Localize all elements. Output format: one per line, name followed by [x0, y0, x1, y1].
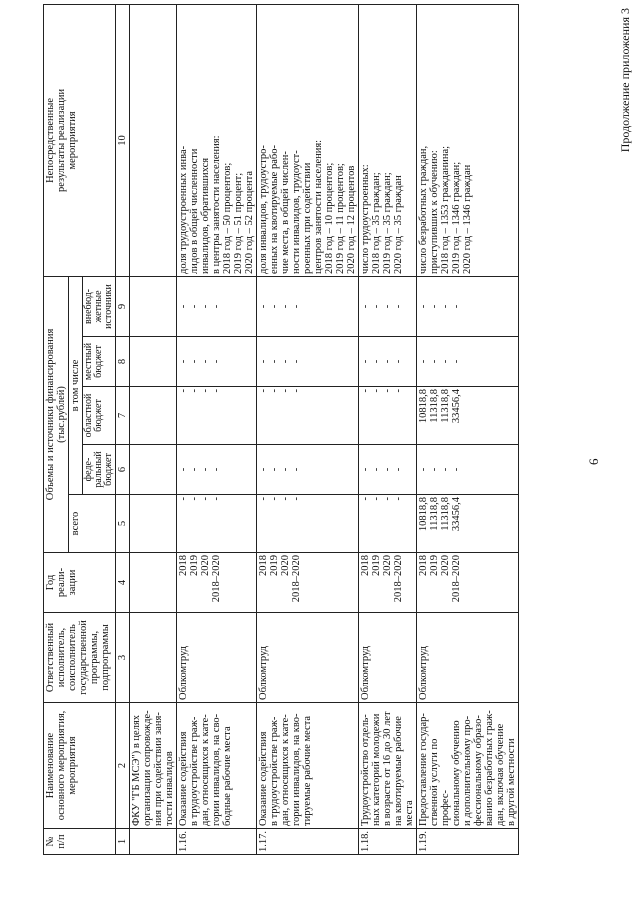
row-result: доля инвалидов, трудоустро- енных на квотируемые рабо- чие места, в общей числен- ности инвалидов, трудоуст- роенных при содействии центров занятости населения: 2018 год – 10 процентов; 2019 год – 11 процентов; 2020 год – 12 процентов: [257, 4, 359, 276]
row-executor: Облкомтруд: [177, 613, 257, 703]
header-local: местный бюджет: [83, 337, 116, 387]
header-offbudget: внебюд- жетные источники: [83, 276, 116, 336]
row-local: - - - -: [177, 337, 257, 387]
col-number: 3: [116, 613, 130, 703]
row-years: 2018 2019 2020 2018–2020: [417, 553, 519, 613]
empty-cell: [130, 337, 177, 387]
row-years: 2018 2019 2020 2018–2020: [257, 553, 359, 613]
row-num: 1.16.: [177, 829, 257, 855]
header-results: Непосредственные результаты реализации мероприятия: [44, 4, 116, 276]
header-executor: Ответственный исполнитель, соисполнитель государственной программы, подпрограммы: [44, 613, 116, 703]
empty-cell: [130, 445, 177, 495]
table-row: [417, 4, 519, 854]
col-number: 6: [116, 445, 130, 495]
row-local: - - - -: [257, 337, 359, 387]
row-total: - - - -: [257, 495, 359, 553]
row-offbudget: - - - -: [417, 276, 519, 336]
row-federal: - - - -: [177, 445, 257, 495]
table-row: [177, 4, 257, 854]
row-executor: Облкомтруд: [359, 613, 417, 703]
row-executor: Облкомтруд: [417, 613, 519, 703]
row-name: Предоставление государ- ственной услуги по профес- сиональному обучению и дополнительному про- фессиональному образо- ванию безработных граж- дан, включая обучение в другой местности: [417, 703, 519, 829]
row-num: 1.19.: [417, 829, 519, 855]
col-number: 1: [116, 829, 130, 855]
row-local: - - - -: [359, 337, 417, 387]
row-federal: - - - -: [359, 445, 417, 495]
row-federal: - - - -: [257, 445, 359, 495]
header-federal: феде- ральный бюджет: [83, 445, 116, 495]
empty-cell: [130, 276, 177, 336]
row-regional: - - - -: [257, 387, 359, 445]
empty-cell: [130, 495, 177, 553]
row-local: - - - -: [417, 337, 519, 387]
empty-cell: [130, 613, 177, 703]
row-total: 10818,8 11318,8 11318,8 33456,4: [417, 495, 519, 553]
row-name: Оказание содействия в трудоустройстве граж- дан, относящихся к кате- гории инвалидов, на сво- бодные рабочие места: [177, 703, 257, 829]
row-num: 1.18.: [359, 829, 417, 855]
header-row-1: [44, 4, 69, 854]
row-regional: - - - -: [359, 387, 417, 445]
row-executor: Облкомтруд: [257, 613, 359, 703]
carry-text: ФКУ "ГБ МСЭ") в целях организации сопровожде- ния при содействии заня- тости инвалидов: [130, 703, 177, 829]
row-years: 2018 2019 2020 2018–2020: [359, 553, 417, 613]
column-number-row: [116, 4, 130, 854]
row-name: Трудоустройство отдель- ных категорий молодежи в возрасте от 16 до 30 лет на квотируемые рабочие места: [359, 703, 417, 829]
header-num: № п/п: [44, 829, 116, 855]
row-total: - - - -: [359, 495, 417, 553]
empty-cell: [130, 4, 177, 276]
header-funding: Объемы и источники финансирования (тыс.рублей): [44, 276, 69, 552]
header-total: всего: [69, 495, 116, 553]
row-offbudget: - - - -: [257, 276, 359, 336]
col-number: 2: [116, 703, 130, 829]
row-result: число безработных граждан, приступивших к обучению: 2018 год – 1353 гражданина; 2019 год – 1346 граждан; 2020 год – 1346 граждан: [417, 4, 519, 276]
empty-cell: [130, 553, 177, 613]
col-number: 10: [116, 4, 130, 276]
row-num: 1.17.: [257, 829, 359, 855]
row-federal: - - - -: [417, 445, 519, 495]
carry-num: [130, 829, 177, 855]
row-result: число трудоустроенных: 2018 год – 35 граждан; 2019 год – 35 граждан; 2020 год – 35 граждан: [359, 4, 417, 276]
row-regional: - - - -: [177, 387, 257, 445]
header-incl: в том числе: [69, 276, 83, 494]
row-offbudget: - - - -: [359, 276, 417, 336]
col-number: 7: [116, 387, 130, 445]
carry-over-row: [130, 4, 177, 854]
col-number: 8: [116, 337, 130, 387]
col-number: 9: [116, 276, 130, 336]
funding-table: [43, 4, 519, 855]
row-name: Оказание содействия в трудоустройстве граж- дан, относящихся к кате- гории инвалидов, на кво- тируемые рабочие места: [257, 703, 359, 829]
row-years: 2018 2019 2020 2018–2020: [177, 553, 257, 613]
header-year: Год реали- зации: [44, 553, 116, 613]
header-regional: областной бюджет: [83, 387, 116, 445]
col-number: 5: [116, 495, 130, 553]
empty-cell: [130, 387, 177, 445]
table-row: [257, 4, 359, 854]
col-number: 4: [116, 553, 130, 613]
row-total: - - - -: [177, 495, 257, 553]
page-number: 6: [586, 458, 601, 465]
row-result: доля трудоустроенных инва- лидов в общей численности инвалидов, обратившихся в центры занятости населения: 2018 год – 50 процентов; 2019 год – 51 процент; 2020 год – 52 процента: [177, 4, 257, 276]
header-name: Наименование основного мероприятия, мероприятия: [44, 703, 116, 829]
row-regional: 10818,8 11318,8 11318,8 33456,4: [417, 387, 519, 445]
table-row: [359, 4, 417, 854]
appendix-label: Продолжение приложения 3: [618, 8, 632, 153]
row-offbudget: - - - -: [177, 276, 257, 336]
